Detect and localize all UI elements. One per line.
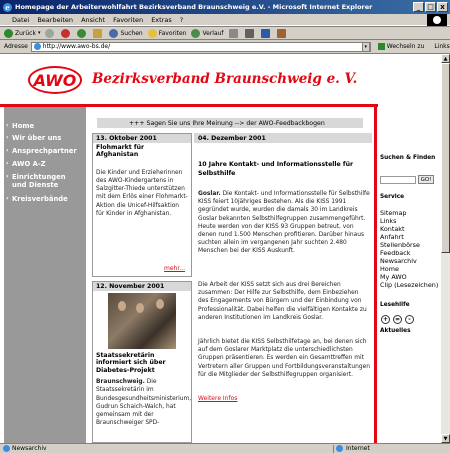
right-sidebar (380, 107, 441, 443)
service-link-feedback[interactable]: Feedback (380, 249, 411, 257)
favorites-icon (148, 29, 157, 38)
service-link-home[interactable]: Home (380, 265, 399, 273)
main-article (194, 133, 372, 443)
statusbar (0, 443, 450, 453)
zoom-in-icon[interactable]: + (382, 315, 389, 323)
go-button[interactable] (378, 43, 425, 50)
refresh-button[interactable] (77, 29, 88, 38)
aktuelles-title: Aktuelles (380, 328, 411, 334)
nav-item-awo-a-z[interactable]: AWO A-Z (12, 160, 46, 168)
news-box-1 (92, 133, 192, 277)
search-button[interactable] (109, 29, 142, 38)
search-label: Suchen (120, 29, 143, 37)
vertical-scrollbar[interactable] (441, 54, 450, 443)
article-date: 04. Dezember 2001 (194, 133, 372, 143)
refresh-icon (77, 29, 86, 38)
service-link-links[interactable]: Links (380, 217, 397, 225)
article-headline: 10 Jahre Kontakt- und Informationsstelle für Selbsthilfe (198, 161, 354, 177)
forward-button[interactable] (45, 29, 56, 38)
service-link-sitemap[interactable]: Sitemap (380, 209, 407, 217)
status-text: Newsarchiv (12, 445, 47, 452)
discuss-button[interactable] (277, 29, 288, 38)
news-text: Die Kinder und Erzieherinnen des AWO-Kindergartens in Salzgitter-Thiede unterstützen mit dem Erlös einer Flohmarkt-Aktion die Unicef-Hilfsaktion für Kinder in Afghanistan. (96, 169, 188, 217)
nav-item-wir-ueber-uns[interactable]: Wir über uns (12, 134, 62, 142)
stop-button[interactable] (61, 29, 72, 38)
service-title: Service (380, 194, 405, 200)
nav-bullet-icon: › (6, 195, 9, 202)
nav-bullet-icon: › (6, 134, 9, 141)
menu-favoriten[interactable]: Favoriten (113, 15, 144, 24)
menu-ansicht[interactable]: Ansicht (81, 15, 106, 24)
stop-icon (61, 29, 70, 38)
mail-icon (229, 29, 238, 38)
edit-icon (261, 29, 270, 38)
nav-item-kreisverbaende[interactable]: Kreisverbände (12, 195, 68, 203)
menubar (0, 14, 450, 26)
service-link-clip[interactable]: Clip (Lesezeichen) (380, 281, 439, 289)
nav-item-home[interactable]: Home (12, 122, 35, 130)
favorites-button[interactable] (148, 29, 187, 38)
address-label: Adresse (4, 43, 28, 50)
feedback-ticker[interactable]: +++ Sagen Sie uns Ihre Meinung --> der AWO-Feedbackbogen (97, 118, 363, 128)
window-title: Homepage der Arbeiterwohlfahrt Bezirksverband Braunschweig e.V. - Microsoft Internet Explorer (15, 3, 373, 11)
article-paragraph-2: Die Arbeit der KISS setzt sich aus drei Bereichen zusammen: Der Hilfe zur Selbsthilfe, dem Einbeziehen des Engagements von Bürgern und der Einbindung von Professionalität. Dabei helfen die vielfältigen Kontakte zu anderen Institutionen im Landkreis Goslar. (198, 282, 367, 321)
content-area (86, 107, 374, 443)
service-link-kontakt[interactable]: Kontakt (380, 225, 405, 233)
menu-datei[interactable]: Datei (12, 15, 30, 24)
article-paragraph-3: Jährlich bietet die KISS Selbsthilfetage an, bei denen sich auf dem Goslarer Marktplatz die unterschiedlichsten Gruppen präsentieren. Es werden ein Gesamttreffen mit Vertretern aller Gruppen und Fortbildungsveranstaltungen für die Mitglieder der Selbsthilfegruppen organisiert. (198, 339, 370, 378)
site-header (0, 54, 441, 107)
home-button[interactable] (93, 29, 104, 38)
scroll-thumb[interactable] (441, 63, 450, 253)
addressbar (0, 40, 450, 54)
zoom-reset-icon[interactable]: = (394, 315, 401, 323)
back-arrow-icon (4, 29, 13, 38)
left-navigation (4, 107, 86, 443)
news-photo[interactable] (108, 293, 176, 349)
back-button[interactable] (4, 29, 40, 38)
service-link-anfahrt[interactable]: Anfahrt (380, 233, 404, 241)
forward-arrow-icon (45, 29, 54, 38)
news-body: Die Staatssekretärin im Bundesgesundheitsministerium, Gudrun Schaich-Walch, hat gemeinsam mit der Braunschweiger SPD- (96, 379, 192, 427)
go-arrow-icon (378, 43, 385, 50)
address-dropdown-icon[interactable]: ▾ (362, 42, 370, 52)
mail-button[interactable] (229, 29, 240, 38)
nav-item-ansprechpartner[interactable]: Ansprechpartner (12, 147, 77, 155)
edit-button[interactable] (261, 29, 272, 38)
maximize-button[interactable]: □ (425, 2, 436, 12)
person-icon (118, 301, 126, 311)
scroll-up-icon[interactable]: ▲ (441, 54, 450, 63)
news-text (93, 377, 191, 428)
windows-logo-icon (427, 14, 447, 26)
person-icon (136, 303, 144, 313)
right-divider (374, 107, 377, 443)
nav-bullet-icon: › (6, 160, 9, 167)
menu-help[interactable]: ? (179, 15, 184, 24)
window-titlebar (0, 0, 450, 14)
back-label: Zurück (15, 29, 36, 37)
site-search-go-button[interactable]: GO! (418, 175, 434, 184)
article-text-1: Die Kontakt- und Informationsstelle für Selbsthilfe KISS feiert 10jähriges Bestehen. Als die KISS 1991 gegründet wurde, wurden die damals 30 im Landkreis Goslar bekannten Selbsthilfegruppen zusammengeführt. Heute werden von der KISS 93 Gruppen betreut, von denen rund 1.500 Menschen profitieren. Darüber hinaus suchten allein im vergangenen Jahr suchten 2.480 Menschen bei der KISS Auskunft. (198, 191, 370, 255)
article-location: Goslar. (198, 191, 221, 197)
zone-label: Internet (346, 445, 370, 452)
more-info-link[interactable]: Weitere Infos (198, 395, 238, 402)
toolbar (0, 26, 450, 40)
history-label: Verlauf (202, 29, 224, 37)
news-headline[interactable]: Staatssekretärin informiert sich über Diabetes-Projekt (96, 352, 166, 374)
nav-bullet-icon: › (6, 122, 9, 129)
more-link[interactable]: mehr... (164, 265, 185, 272)
site-search-input[interactable] (380, 176, 416, 184)
article-paragraph-1 (198, 190, 370, 256)
menu-extras[interactable]: Extras (151, 15, 172, 24)
news-column (92, 133, 192, 443)
back-dropdown-icon[interactable]: ▾ (37, 30, 41, 36)
news-date: 13. Oktober 2001 (93, 134, 191, 143)
nav-item-einrichtungen[interactable]: Einrichtungen und Dienste (12, 173, 66, 189)
favorites-label: Favoriten (158, 29, 187, 37)
print-icon (245, 29, 254, 38)
scroll-down-icon[interactable]: ▼ (441, 434, 450, 443)
nav-bullet-icon: › (6, 173, 9, 180)
news-box-2 (92, 281, 192, 443)
service-link-stellenboerse[interactable]: Stellenbörse (380, 241, 420, 249)
news-location: Braunschweig. (96, 379, 145, 386)
links-button[interactable]: Links (434, 43, 450, 50)
history-icon (191, 29, 200, 38)
history-button[interactable] (191, 29, 223, 38)
service-link-my-awo[interactable]: My AWO (380, 273, 407, 281)
menu-bearbeiten[interactable]: Bearbeiten (37, 15, 74, 24)
page-status-icon (3, 445, 10, 452)
web-page (0, 54, 441, 443)
status-divider (333, 445, 334, 453)
search-icon (109, 29, 118, 38)
security-zone (331, 445, 370, 453)
nav-bullet-icon: › (6, 147, 9, 154)
home-icon (93, 29, 102, 38)
news-date: 12. November 2001 (93, 282, 191, 291)
person-icon (156, 299, 164, 309)
zoom-out-icon[interactable]: - (405, 315, 414, 324)
internet-zone-icon (336, 445, 343, 452)
close-button[interactable]: x (437, 2, 448, 12)
news-headline[interactable]: Flohmarkt für Afghanistan (96, 144, 145, 159)
search-title: Suchen & Finden (380, 155, 436, 161)
awo-logo[interactable]: AWO (28, 66, 82, 94)
address-input[interactable] (31, 42, 371, 52)
go-label: Wechseln zu (386, 43, 425, 50)
site-title: Bezirksverband Braunschweig e. V. (92, 71, 358, 87)
ie-icon: e (3, 3, 12, 12)
lesehilfe-title: Lesehilfe (380, 302, 410, 308)
service-link-newsarchiv[interactable]: Newsarchiv (380, 257, 417, 265)
page-icon (34, 43, 41, 50)
discuss-icon (277, 29, 286, 38)
address-url: http://www.awo-bs.de/ (42, 43, 111, 50)
minimize-button[interactable]: _ (413, 2, 424, 12)
print-button[interactable] (245, 29, 256, 38)
